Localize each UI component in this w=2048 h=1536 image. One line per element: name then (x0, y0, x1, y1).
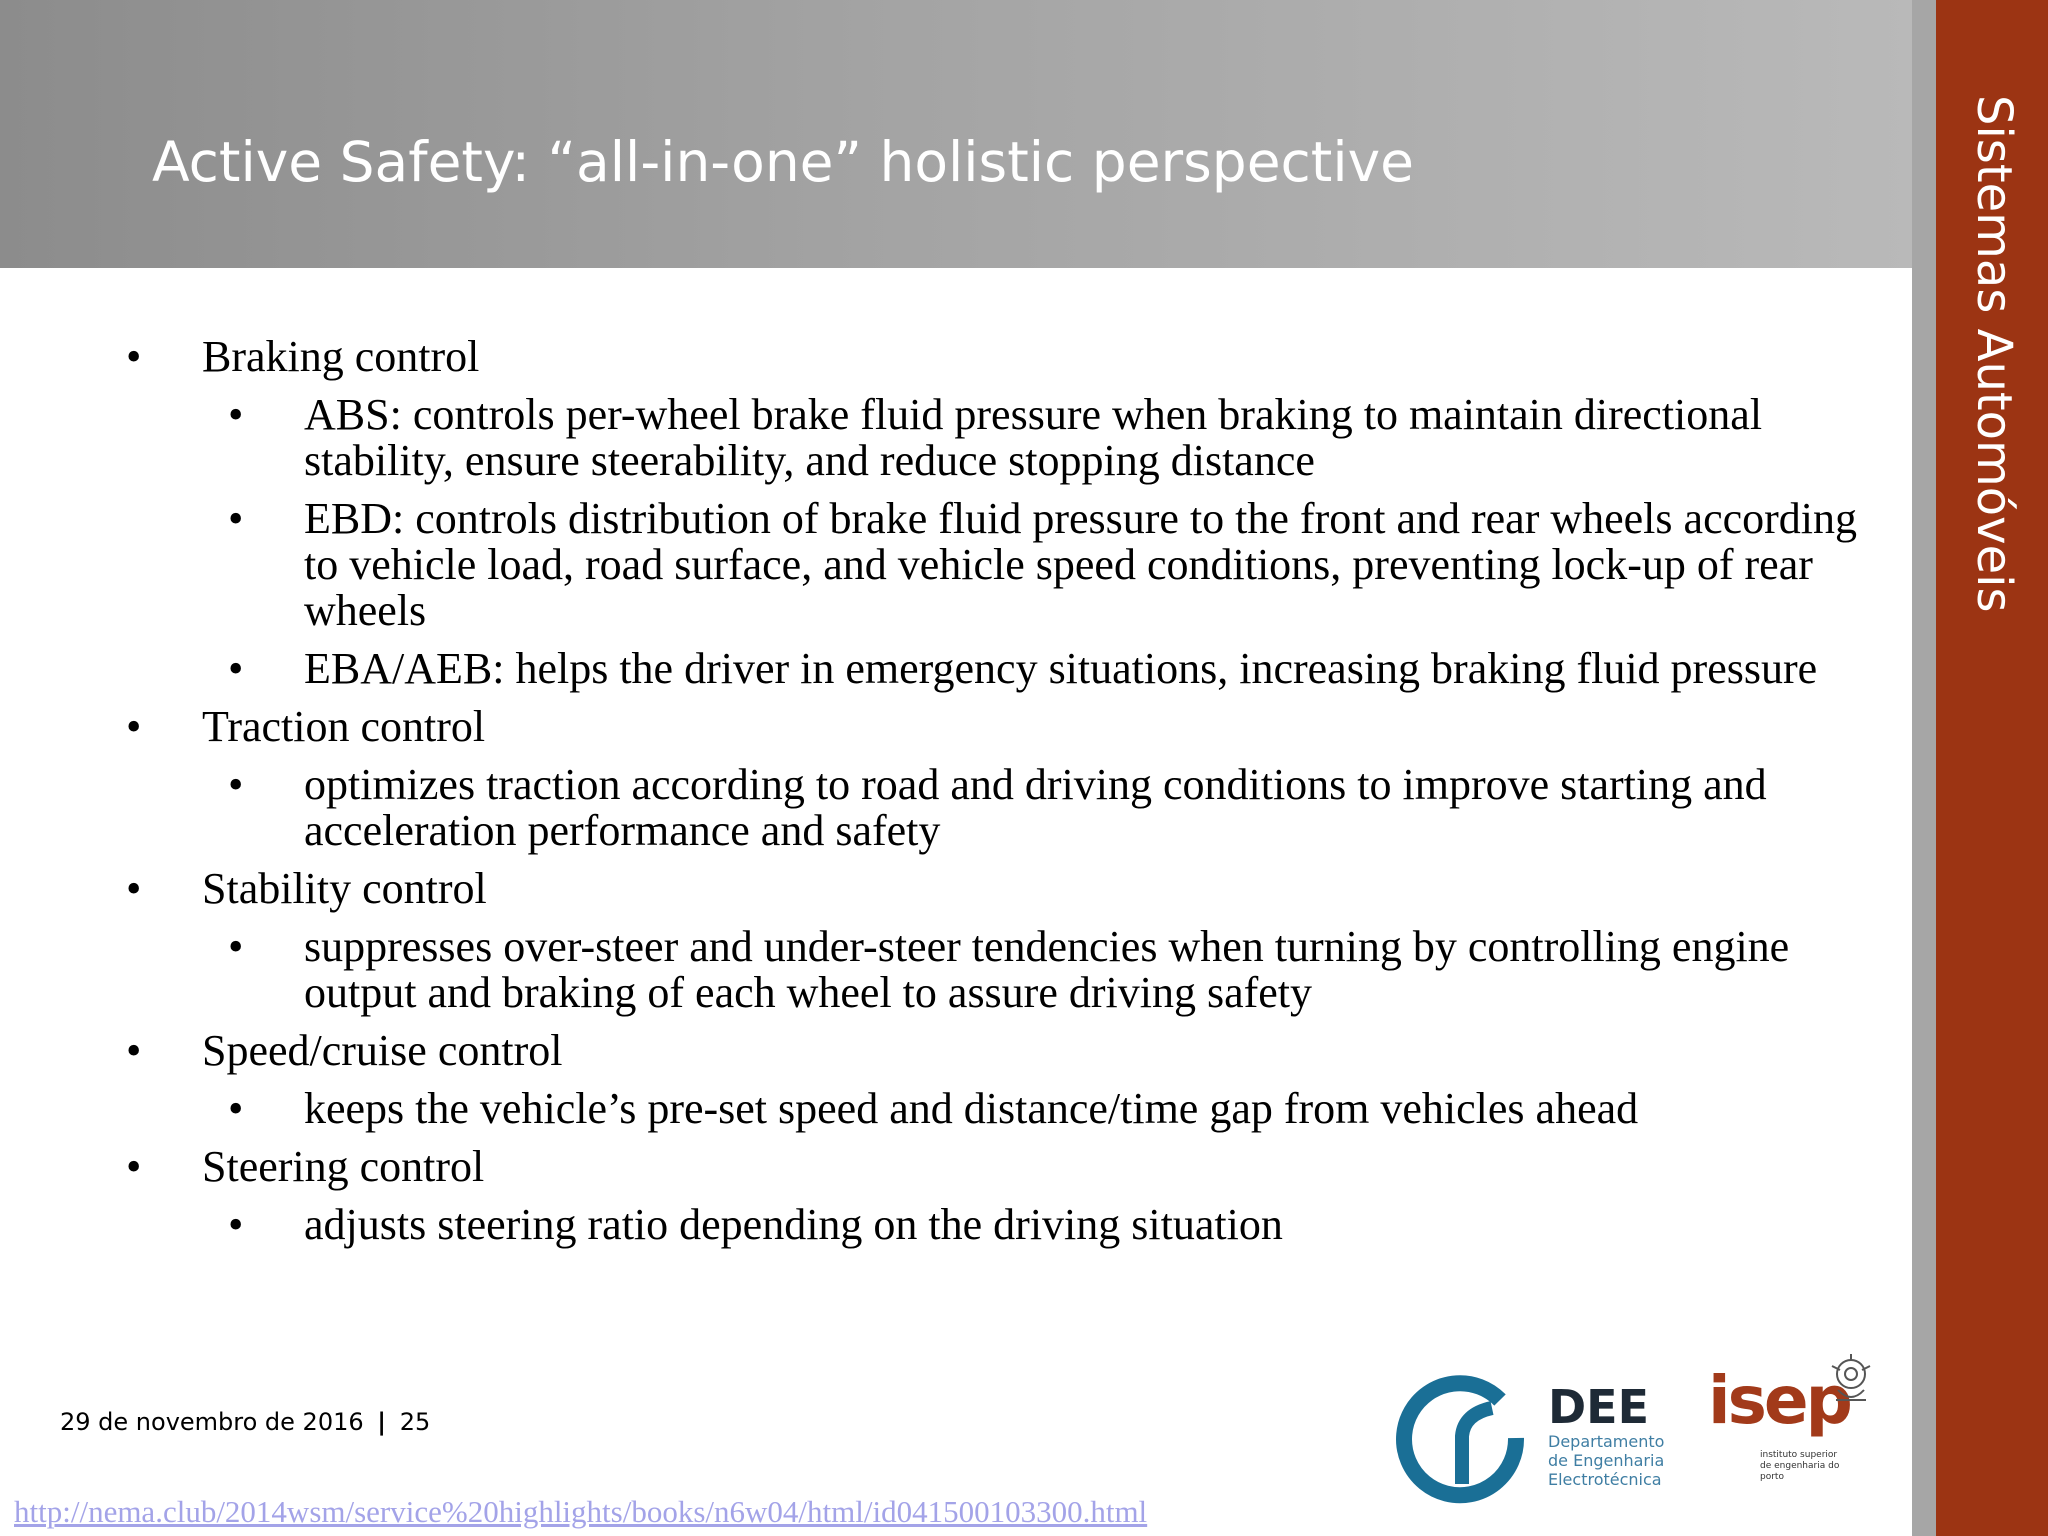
sub-bullet-text: suppresses over-steer and under-steer tendencies when turning by controlling engine output and braking of each wheel to assure driving safety (304, 922, 1790, 1017)
dee-line-1: Departamento (1548, 1432, 1665, 1451)
bullet-icon: • (126, 332, 142, 381)
title-bar (0, 0, 1912, 268)
isep-emblem-icon (1818, 1346, 1884, 1412)
sub-bullet-item (0, 762, 1900, 854)
bullet-icon: • (126, 1142, 142, 1191)
sub-bullet-icon: • (228, 1200, 244, 1249)
sub-bullet-icon: • (228, 644, 244, 693)
bullet-item (0, 1144, 1900, 1190)
footer-date: 29 de novembro de 2016 (60, 1408, 364, 1436)
footer-separator: | (377, 1408, 387, 1436)
isep-subtitle: instituto superior de engenharia do porto (1760, 1450, 1840, 1482)
footer-date-page (60, 1408, 430, 1436)
dee-line-2: de Engenharia (1548, 1451, 1665, 1470)
bullet-item (0, 704, 1900, 750)
sub-bullet-text: EBD: controls distribution of brake fluid pressure to the front and rear wheels according to vehicle load, road surface, and vehicle speed conditions, preventing lock-up of rear wheels (304, 494, 1857, 635)
isep-logo-text: isep (1708, 1362, 1850, 1439)
sub-bullet-item (0, 1202, 1900, 1248)
sub-bullet-text: adjusts steering ratio depending on the driving situation (304, 1200, 1283, 1249)
sub-bullet-icon: • (228, 1084, 244, 1133)
sub-bullet-item (0, 646, 1900, 692)
bullet-text: Steering control (202, 1142, 485, 1191)
bullet-text: Speed/cruise control (202, 1026, 563, 1075)
dee-logo-icon (1392, 1372, 1532, 1512)
dee-line-3: Electrotécnica (1548, 1470, 1662, 1489)
sub-bullet-text: ABS: controls per-wheel brake fluid pressure when braking to maintain directional stability, ensure steerability, and reduce stopping distance (304, 390, 1763, 485)
sub-bullet-item (0, 392, 1900, 484)
sub-bullet-text: optimizes traction according to road and driving conditions to improve starting and acceleration performance and safety (304, 760, 1767, 855)
side-gray-strip (1912, 0, 1936, 1536)
bullet-text: Stability control (202, 864, 487, 913)
sub-bullet-item (0, 496, 1900, 634)
bullet-icon: • (126, 1026, 142, 1075)
sub-bullet-icon: • (228, 494, 244, 543)
sub-bullet-item (0, 1086, 1900, 1132)
bullet-text: Braking control (202, 332, 480, 381)
dee-abbreviation: DEE (1548, 1380, 1650, 1434)
bullet-item (0, 334, 1900, 380)
sub-bullet-icon: • (228, 390, 244, 439)
bullet-icon: • (126, 864, 142, 913)
dee-logo-text (1548, 1382, 1664, 1489)
source-link[interactable]: http://nema.club/2014wsm/service%20highlights/books/n6w04/html/id041500103300.html (14, 1494, 1148, 1529)
page-number: 25 (399, 1408, 431, 1436)
slide-title: Active Safety: “all-in-one” holistic perspective (152, 130, 1415, 194)
bullet-icon: • (126, 702, 142, 751)
bullet-item (0, 1028, 1900, 1074)
bullet-list (0, 334, 1900, 1260)
sub-bullet-item (0, 924, 1900, 1016)
bullet-item (0, 866, 1900, 912)
sub-bullet-icon: • (228, 922, 244, 971)
sub-bullet-icon: • (228, 760, 244, 809)
bullet-text: Traction control (202, 702, 486, 751)
sub-bullet-text: keeps the vehicle’s pre-set speed and distance/time gap from vehicles ahead (304, 1084, 1639, 1133)
side-title: Sistemas Automóveis (1966, 95, 2022, 613)
sub-bullet-text: EBA/AEB: helps the driver in emergency situations, increasing braking fluid pressure (304, 644, 1818, 693)
